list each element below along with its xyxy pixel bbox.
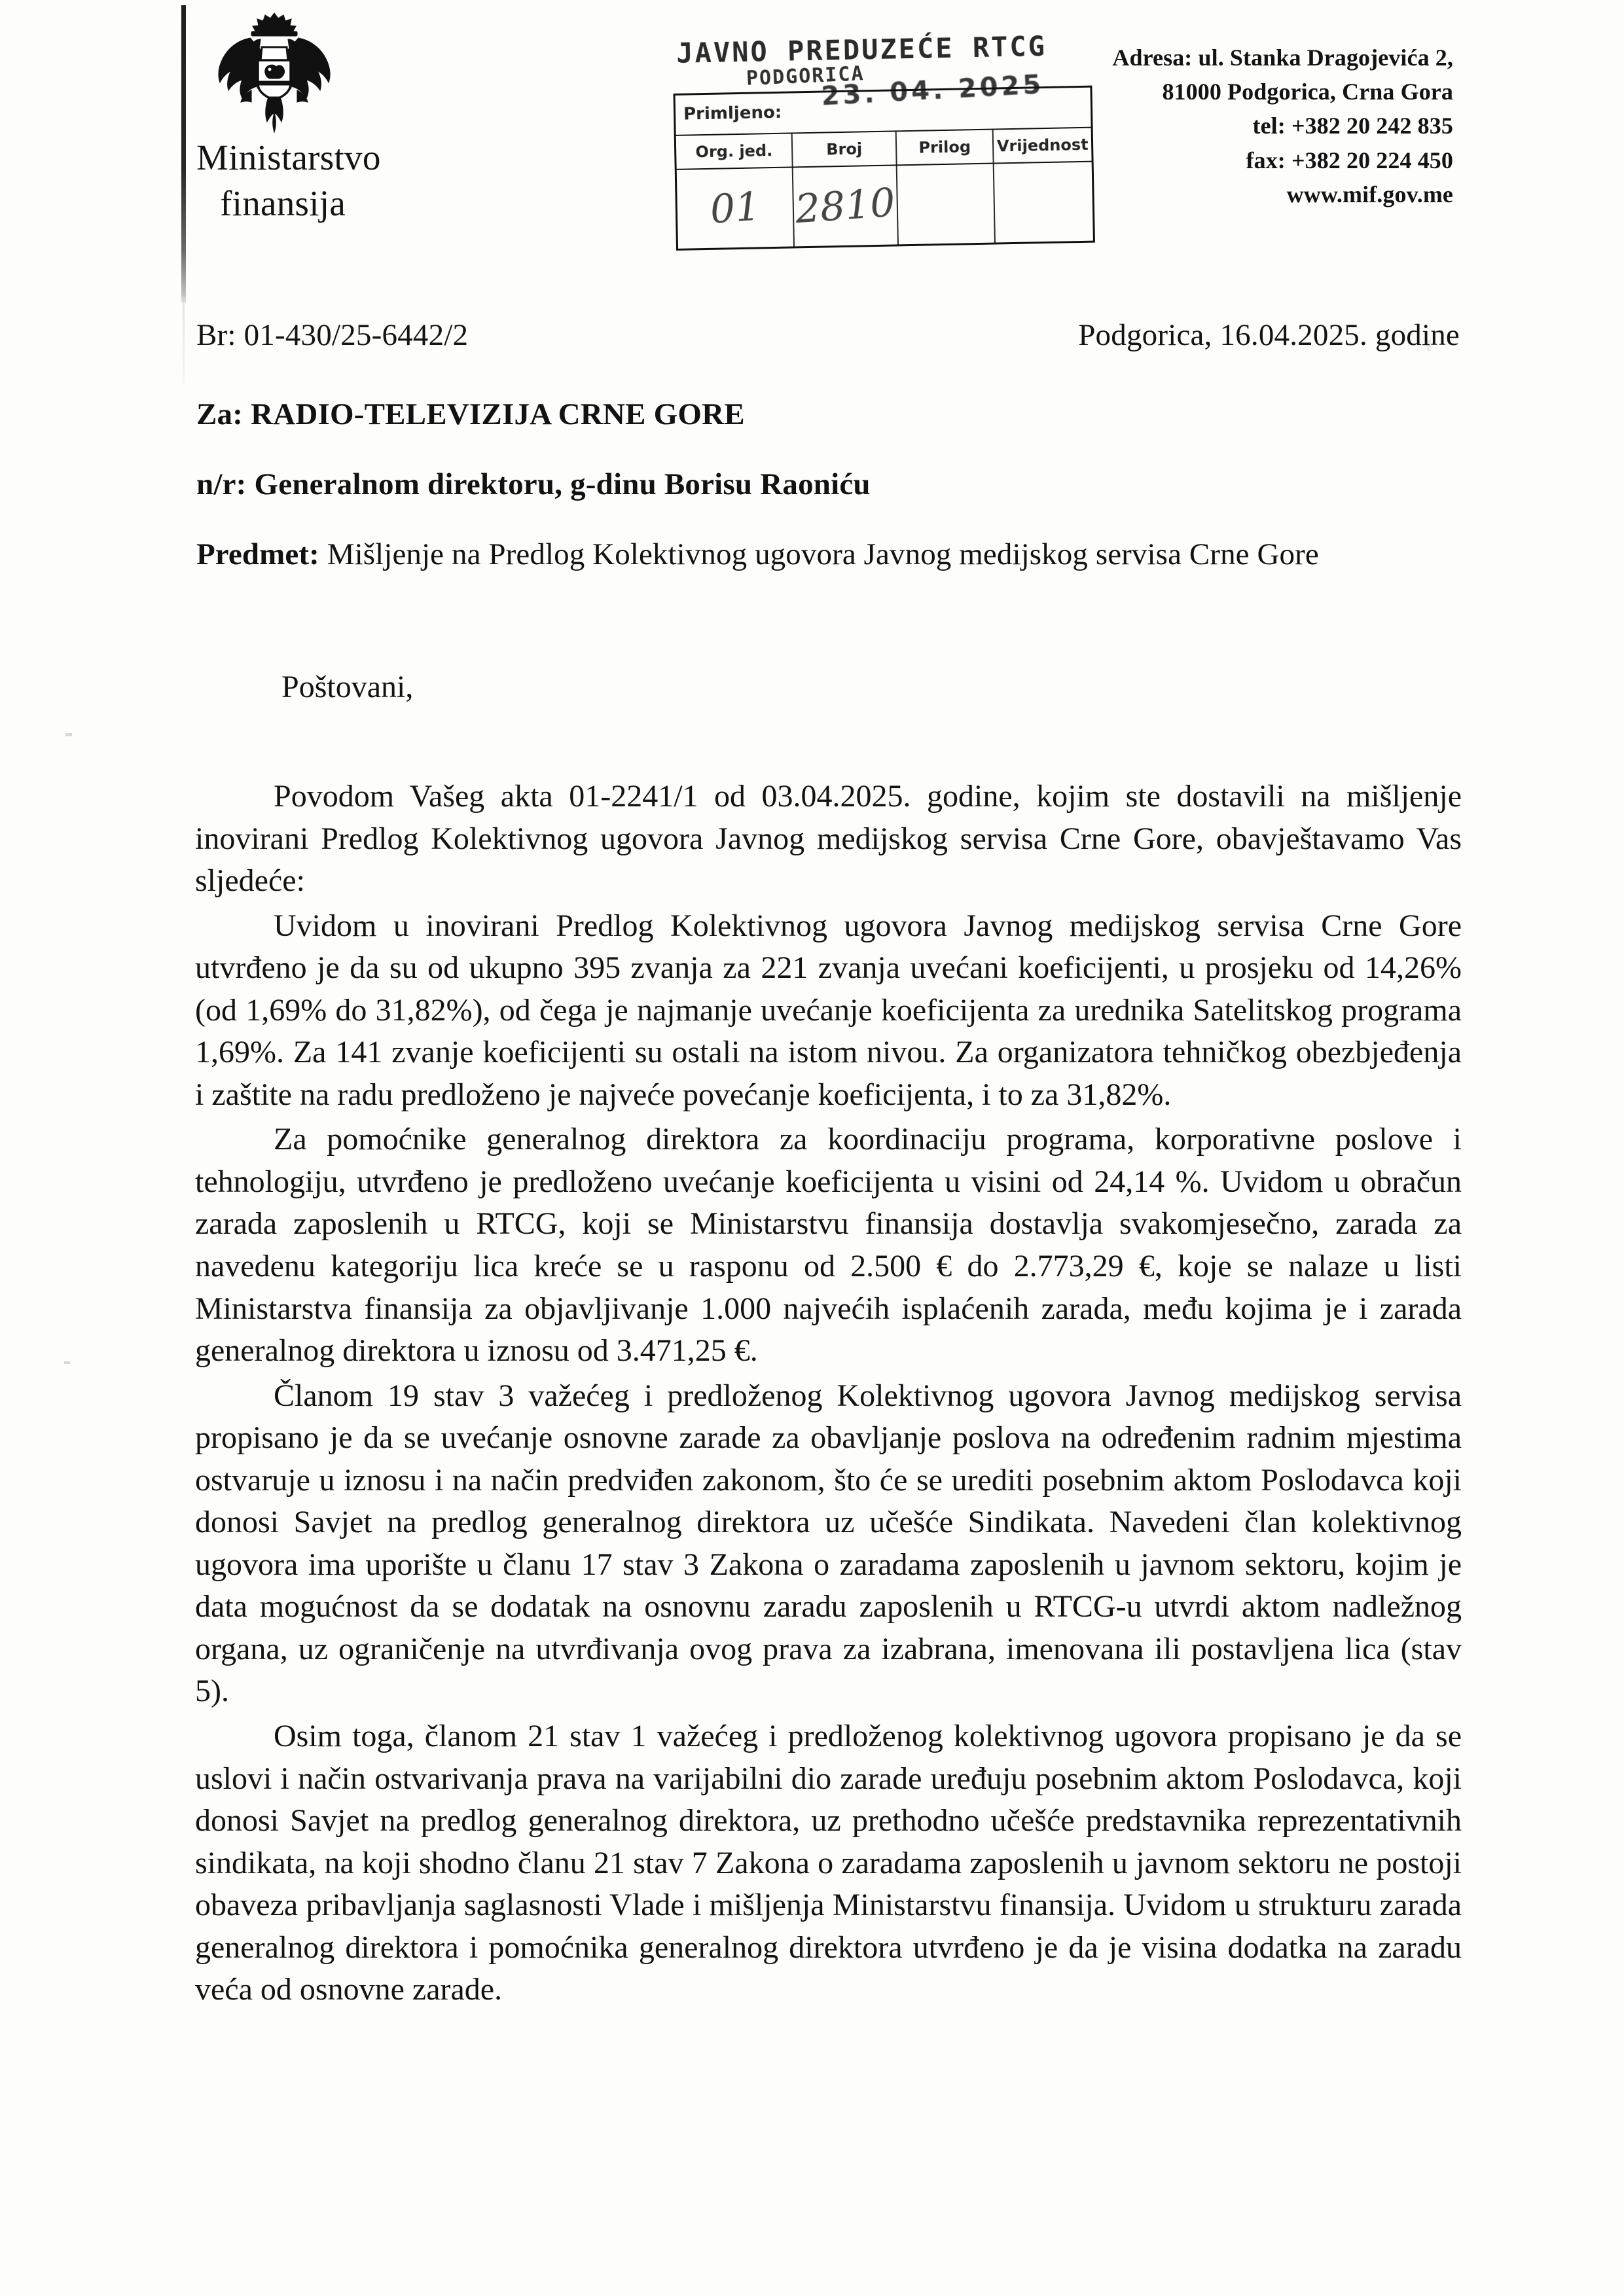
scan-artifact-left-bar-fade	[183, 298, 185, 383]
subject-label: Predmet:	[196, 537, 319, 571]
scan-speck	[65, 733, 72, 736]
subject-line	[196, 539, 1473, 570]
address-street: Adresa: ul. Stanka Dragojevića 2,	[1112, 45, 1453, 71]
stamp-received-date: 23. 04. 2025	[820, 69, 1045, 112]
stamp-col-prilog: Prilog	[896, 130, 994, 165]
scan-speck	[64, 1361, 70, 1364]
recipient-organization: Za: RADIO-TELEVIZIJA CRNE GORE	[196, 397, 745, 431]
address-city: 81000 Podgorica, Crna Gora	[1162, 79, 1453, 105]
letter-body	[195, 776, 1462, 2014]
montenegro-coat-of-arms-icon	[212, 9, 336, 140]
salutation: Poštovani,	[281, 670, 414, 704]
reference-line	[196, 317, 1460, 353]
stamp-table	[673, 86, 1094, 251]
stamp-col-broj: Broj	[793, 132, 897, 166]
document-number: Br: 01-430/25-6442/2	[196, 318, 469, 352]
stamp-city: PODGORICA	[746, 62, 865, 90]
scan-artifact-left-bar	[181, 5, 186, 303]
body-paragraph-5: Osim toga, članom 21 stav 1 važećeg i predloženog kolektivnog ugovora propisano je da se uslovi i način ostvarivanja prava na varijabilni dio zarade uređuju posebnim aktom Poslodavca, koji donosi Savjet na predlog generalnog direktora, uz prethodno učešće predstavnika reprezentativnih sindikata, na koji shodno članu 21 stav 7 Zakona o zaradama zaposlenih u javnom sektoru ne postoji obaveza pribavljanja saglasnosti Vlade i mišljenja Ministarstvu finansija. Uvidom u strukturu zarada generalnog direktora i pomoćnika generalnog direktora utvrđeno je da je visina dodatka na zaradu veća od osnovne zarade.	[195, 1719, 1462, 2007]
ministry-address-block	[1034, 41, 1453, 211]
body-paragraph-1: Povodom Vašeg akta 01-2241/1 od 03.04.2025. godine, kojim ste dostavili na mišljenje inovirani Predlog Kolektivnog ugovora Javnog medijskog servisa Crne Gore, obavještavamo Vas sljedeće:	[195, 779, 1462, 899]
body-paragraph-3: Za pomoćnike generalnog direktora za koordinaciju programa, korporativne poslove i tehnologiju, utvrđeno je predloženo uvećanje koeficijenta u visini od 24,14 %. Uvidom u obračun zarada zaposlenih u RTCG, koji se Ministarstvu finansija dostavlja svakomjesečno, zarada za navedenu kategoriju lica kreće se u rasponu od 2.500 € do 2.773,29 €, koje se nalaze u listi Ministarstva finansija za objavljivanje 1.000 najvećih isplaćenih zarada, među kojima je i zarada generalnog direktora u iznosu od 3.471,25 €.	[195, 1122, 1462, 1369]
handwritten-broj-value: 2810	[793, 179, 897, 233]
ministry-line-2: finansija	[220, 183, 346, 224]
body-paragraph-2: Uvidom u inovirani Predlog Kolektivnog ugovora Javnog medijskog servisa Crne Gore utvrđeno je da su od ukupno 395 zvanja za 221 zvanja uvećani koeficijenti, u prosjeku od 14,26% (od 1,69% do 31,82%), od čega je najmanje uvećanje koeficijenta za urednika Satelitskog programa 1,69%. Za 141 zvanje koeficijenti su ostali na istom nivou. Za organizatora tehničkog obezbjeđenja i zaštite na radu predloženo je najveće povećanje koeficijenta, i to za 31,82%.	[195, 908, 1462, 1112]
ministry-line-1: Ministarstvo	[196, 137, 381, 177]
stamp-value-row	[677, 162, 1093, 249]
stamp-col-org: Org. jed.	[676, 134, 793, 168]
stamp-value-prilog	[897, 164, 996, 245]
stamp-organization-name: JAVNO PREDUZEĆE RTCG	[676, 29, 1047, 69]
address-tel: tel: +382 20 242 835	[1252, 113, 1453, 139]
letterhead	[196, 7, 1538, 268]
recipient-attention: n/r: Generalnom direktoru, g-dinu Borisu Raoniću	[196, 467, 871, 501]
stamp-col-vrijednost: Vrijednost	[996, 135, 1089, 156]
recipient-block	[196, 399, 1473, 570]
place-and-date: Podgorica, 16.04.2025. godine	[1078, 318, 1460, 352]
address-fax: fax: +382 20 224 450	[1246, 147, 1453, 173]
handwritten-org-value: 01	[708, 183, 762, 233]
body-paragraph-4: Članom 19 stav 3 važećeg i predloženog Kolektivnog ugovora Javnog medijskog servisa propisano je da se uvećanje osnovne zarade za obavljanje poslova na određenim radnim mjestima ostvaruje u iznosu i na način predviđen zakonom, što će se urediti posebnim aktom Poslodavca koji donosi Savjet na predlog generalnog direktora uz učešće Sindikata. Navedeni član kolektivnog ugovora ima uporište u članu 17 stav 3 Zakona o zaradama zaposlenih u javnom sektoru, kojim je data mogućnost da se dodatak na osnovnu zaradu zaposlenih u RTCG-u utvrdi aktom nadležnog organa, uz ograničenje na utvrđivanja ovog prava za izabrana, imenovana ili postavljena lica (stav 5).	[195, 1378, 1462, 1709]
stamp-value-org	[677, 168, 795, 248]
subject-text: Mišljenje na Predlog Kolektivnog ugovora Javnog medijskog servisa Crne Gore	[319, 537, 1319, 571]
ministry-name	[196, 135, 381, 227]
stamp-received-label: Primljeno:	[683, 102, 782, 124]
address-website: www.mif.gov.me	[1286, 181, 1453, 207]
stamp-value-broj	[793, 166, 899, 246]
